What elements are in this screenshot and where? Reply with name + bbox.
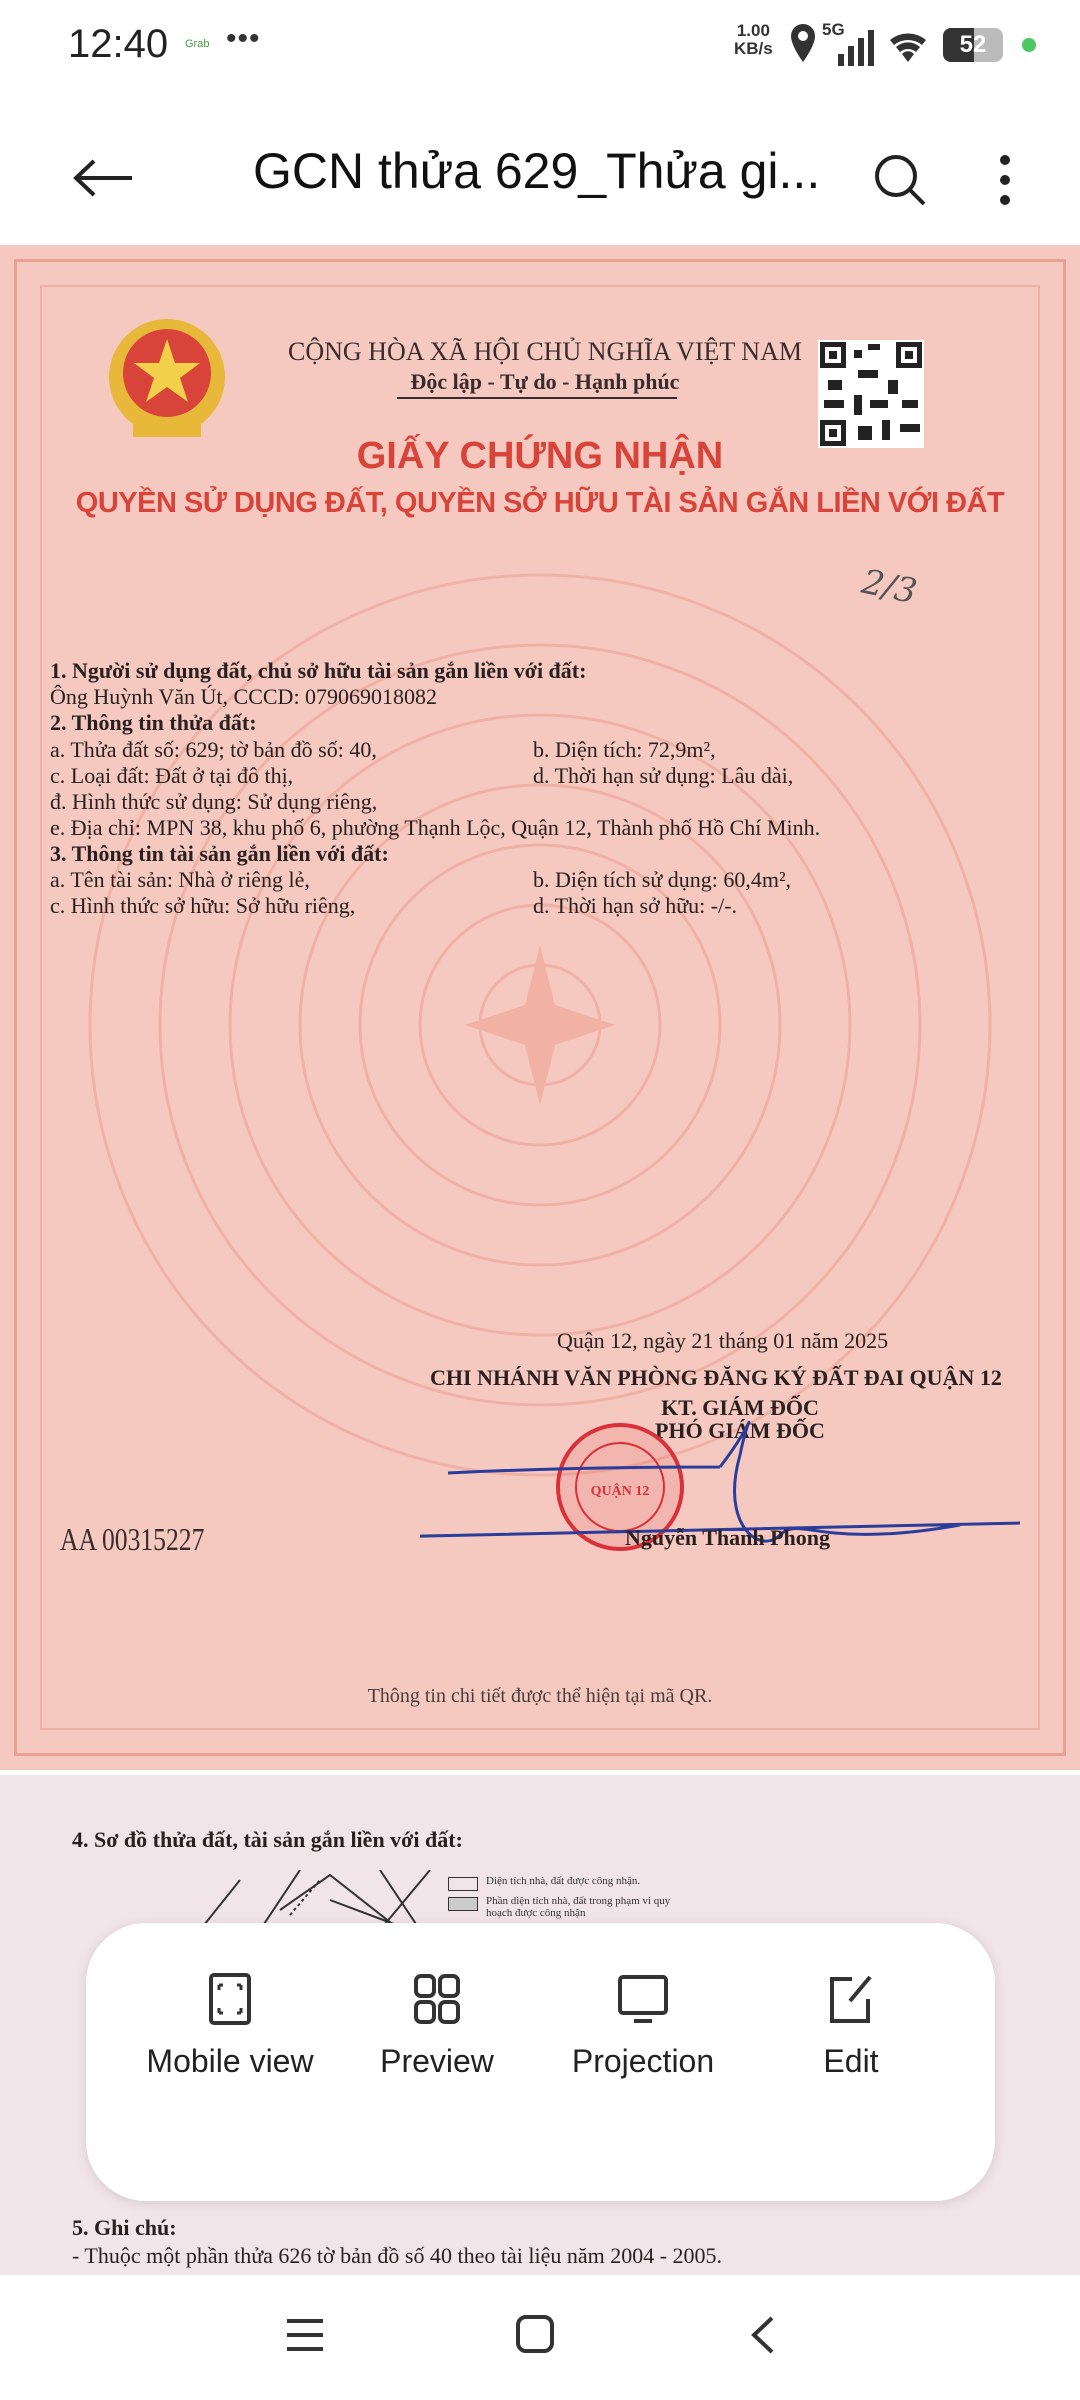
mobile-view-icon — [205, 1973, 255, 2025]
parcel-area: b. Diện tích: 72,9m², — [533, 737, 716, 762]
wifi-icon — [888, 30, 932, 66]
page-mark: 2/3 — [858, 561, 921, 613]
issue-date: Quận 12, ngày 21 tháng 01 năm 2025 — [557, 1328, 889, 1353]
land-use-form: đ. Hình thức sử dụng: Sử dụng riêng, — [50, 789, 378, 814]
edit-icon — [826, 1973, 876, 2025]
clock: 12:40 — [68, 22, 169, 66]
privacy-dot-icon — [1022, 38, 1036, 52]
motto-underline — [397, 397, 677, 399]
legend-box-recognized — [448, 1877, 478, 1891]
projection-monitor-icon — [618, 1973, 668, 2025]
edit-label: Edit — [823, 2043, 879, 2079]
recent-apps-icon[interactable] — [285, 2317, 325, 2353]
legend-planning: Phần diện tích nhà, đất trong phạm vi quy hoạch được công nhận — [486, 1895, 671, 1919]
status-bar — [0, 0, 1080, 95]
section-1-heading: 1. Người sử dụng đất, chủ sở hữu tài sản gắn liền với đất: — [50, 658, 587, 683]
signer-name: Nguyễn Thanh Phong — [625, 1525, 831, 1550]
battery-level: 52 — [959, 31, 987, 58]
qr-code[interactable] — [818, 340, 924, 448]
ownership-form: c. Hình thức sở hữu: Sở hữu riêng, — [50, 893, 356, 918]
kt-director: KT. GIÁM ĐỐC — [661, 1395, 819, 1420]
qr-note: Thông tin chi tiết được thể hiện tại mã QR. — [367, 1685, 713, 1707]
speed-unit: KB/s — [734, 39, 773, 58]
view-options-popup — [86, 1923, 995, 2201]
nation-name: CỘNG HÒA XÃ HỘI CHỦ NGHĨA VIỆT NAM — [288, 337, 802, 366]
back-icon[interactable] — [748, 2315, 778, 2355]
deputy-director: PHÓ GIÁM ĐỐC — [655, 1418, 825, 1443]
navigation-bar — [0, 2275, 1080, 2400]
serial-number: AA 00315227 — [60, 1521, 205, 1557]
svg-text:QUẬN 12: QUẬN 12 — [590, 1484, 650, 1499]
preview-grid-icon — [412, 1973, 462, 2025]
land-type: c. Loại đất: Đất ở tại đô thị, — [50, 763, 294, 788]
mobile-view-label: Mobile view — [146, 2043, 314, 2079]
certificate-subtitle: QUYỀN SỬ DỤNG ĐẤT, QUYỀN SỞ HỮU TÀI SẢN GẮN LIỀN VỚI ĐẤT — [75, 487, 1005, 519]
signal-icon — [836, 30, 880, 66]
parcel-number: a. Thửa đất số: 629; tờ bản đồ số: 40, — [50, 737, 377, 762]
preview-label: Preview — [380, 2043, 494, 2079]
grab-notification-icon: Grab — [185, 38, 210, 50]
parcel-sketch-map — [180, 1870, 450, 1930]
land-use-term: d. Thời hạn sử dụng: Lâu dài, — [533, 763, 794, 788]
section-2-heading: 2. Thông tin thửa đất: — [50, 710, 257, 735]
parcel-address: e. Địa chỉ: MPN 38, khu phố 6, phường Thạnh Lộc, Quận 12, Thành phố Hồ Chí Minh. — [50, 815, 821, 840]
asset-area: b. Diện tích sử dụng: 60,4m², — [533, 867, 792, 892]
back-arrow-icon[interactable] — [72, 158, 136, 198]
asset-name: a. Tên tài sản: Nhà ở riêng lẻ, — [50, 867, 310, 892]
edit-button[interactable] — [751, 1923, 951, 2123]
stamp-and-signature — [420, 1415, 1050, 1595]
legend-recognized: Diện tích nhà, đất được công nhận. — [486, 1875, 641, 1887]
issuing-office: CHI NHÁNH VĂN PHÒNG ĐĂNG KÝ ĐẤT ĐAI QUẬN 12 — [430, 1365, 1002, 1390]
certificate-page-1[interactable] — [0, 245, 1080, 1770]
search-icon[interactable] — [872, 152, 928, 208]
section-5-heading: 5. Ghi chú: — [72, 2215, 177, 2240]
more-vertical-icon[interactable] — [995, 152, 1015, 208]
toolbar — [0, 110, 1080, 240]
location-icon — [788, 22, 818, 66]
legend-box-planning — [448, 1897, 478, 1911]
section-4-heading: 4. Sơ đồ thửa đất, tài sản gắn liền với đất: — [72, 1827, 463, 1852]
mobile-view-button[interactable] — [130, 1923, 330, 2123]
network-type: 5G — [822, 20, 845, 39]
home-icon[interactable] — [515, 2314, 555, 2354]
motto: Độc lập - Tự do - Hạnh phúc — [410, 369, 680, 394]
more-notifications-icon: ••• — [226, 22, 261, 55]
projection-label: Projection — [571, 2043, 715, 2079]
note-1: - Thuộc một phần thửa 626 tờ bản đồ số 40 theo tài liệu năm 2004 - 2005. — [72, 2243, 723, 2268]
document-title: GCN thửa 629_Thửa gi... — [253, 143, 821, 199]
speed-value: 1.00 — [736, 21, 770, 40]
network-speed — [734, 22, 773, 58]
ownership-term: d. Thời hạn sở hữu: -/-. — [533, 893, 738, 918]
projection-button[interactable] — [543, 1923, 743, 2123]
battery-indicator — [943, 28, 1003, 62]
certificate-title: GIẤY CHỨNG NHẬN — [356, 435, 724, 477]
owner-info: Ông Huỳnh Văn Út, CCCD: 079069018082 — [50, 684, 438, 709]
preview-button[interactable] — [337, 1923, 537, 2123]
section-3-heading: 3. Thông tin tài sản gắn liền với đất: — [50, 841, 389, 866]
